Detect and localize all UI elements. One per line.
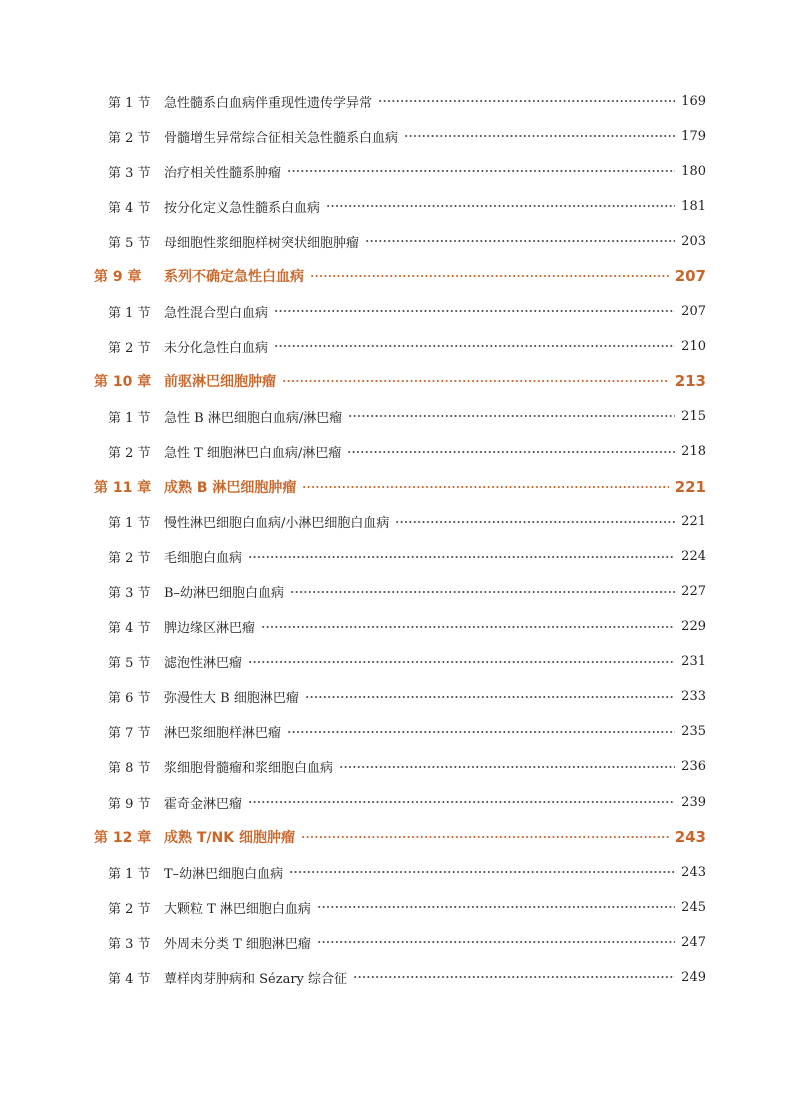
- section-number: 第 9 节: [108, 796, 151, 812]
- page-number: 231: [681, 654, 706, 670]
- section-title: 弥漫性大 B 细胞淋巴瘤: [164, 691, 299, 707]
- page-number: 233: [681, 689, 706, 705]
- toc-section-entry: [0, 615, 800, 639]
- section-title: 急性 T 细胞淋巴白血病/淋巴瘤: [164, 446, 342, 461]
- dot-leader: [261, 626, 675, 628]
- toc-section-entry: [0, 229, 800, 253]
- page-number: 239: [681, 794, 706, 810]
- page-number: 229: [681, 619, 706, 635]
- page-number: 210: [681, 338, 706, 354]
- toc-section-entry: [0, 545, 800, 569]
- section-number: 第 8 节: [108, 761, 151, 777]
- chapter-title: 前驱淋巴细胞肿瘤: [164, 374, 276, 391]
- toc-section-entry: [0, 650, 800, 674]
- dot-leader: [317, 941, 675, 943]
- toc-section-entry: [0, 860, 800, 884]
- page-number: 247: [681, 934, 706, 950]
- page-number: 249: [681, 969, 706, 985]
- section-number: 第 1 节: [108, 516, 151, 532]
- dot-leader: [274, 345, 675, 347]
- toc-section-entry: [0, 89, 800, 113]
- section-title: 急性混合型白血病: [164, 305, 269, 321]
- section-title: 霍奇金淋巴瘤: [164, 796, 243, 812]
- chapter-number: 第 11 章: [94, 479, 152, 496]
- section-number: 第 4 节: [108, 971, 151, 987]
- dot-leader: [365, 240, 675, 242]
- section-title: 治疗相关性髓系肿瘤: [164, 165, 282, 181]
- toc-chapter-entry: [0, 475, 800, 499]
- toc-section-entry: [0, 159, 800, 183]
- section-title: 脾边缘区淋巴瘤: [164, 621, 256, 637]
- toc-section-entry: [0, 965, 800, 989]
- dot-leader: [274, 310, 675, 312]
- dot-leader: [339, 766, 675, 768]
- section-number: 第 3 节: [108, 936, 151, 952]
- page-number: 213: [674, 372, 706, 391]
- page-number: 236: [681, 759, 706, 775]
- dot-leader: [287, 731, 675, 733]
- dot-leader: [353, 976, 675, 978]
- toc-section-entry: [0, 124, 800, 148]
- section-title: 未分化急性白血病: [164, 340, 269, 356]
- chapter-title: 成熟 T/NK 细胞肿瘤: [164, 830, 295, 847]
- dot-leader: [305, 696, 675, 698]
- page-number: 221: [674, 477, 706, 496]
- dot-leader: [302, 486, 668, 488]
- section-title: 滤泡性淋巴瘤: [164, 656, 243, 672]
- section-number: 第 2 节: [108, 901, 151, 917]
- page-number: 179: [681, 128, 706, 144]
- toc-section-entry: [0, 334, 800, 358]
- section-number: 第 5 节: [108, 656, 151, 672]
- section-title: 浆细胞骨髓瘤和浆细胞白血病: [164, 761, 334, 777]
- toc-section-entry: [0, 580, 800, 604]
- dot-leader: [289, 871, 675, 873]
- page-number: 215: [681, 408, 706, 424]
- dot-leader: [317, 906, 675, 908]
- page-number: 207: [674, 267, 706, 286]
- dot-leader: [248, 661, 675, 663]
- page-number: 243: [681, 864, 706, 880]
- toc-section-entry: [0, 720, 800, 744]
- dot-leader: [326, 205, 675, 207]
- page-number: 218: [681, 444, 706, 459]
- chapter-title: 系列不确定急性白血病: [164, 269, 304, 286]
- section-title: 按分化定义急性髓系白血病: [164, 200, 321, 216]
- section-number: 第 2 节: [108, 446, 151, 461]
- toc-section-entry: [0, 299, 800, 323]
- section-title: 大颗粒 T 淋巴细胞白血病: [164, 901, 311, 917]
- section-title: 毛细胞白血病: [164, 551, 243, 567]
- toc-section-entry: [0, 440, 800, 464]
- section-title: 急性髓系白血病伴重现性遗传学异常: [164, 95, 373, 111]
- dot-leader: [301, 836, 669, 838]
- page-number: 227: [681, 584, 706, 600]
- toc-section-entry: [0, 895, 800, 919]
- page-number: 243: [674, 828, 706, 847]
- section-title: 外周未分类 T 细胞淋巴瘤: [164, 936, 311, 952]
- section-title: 母细胞性浆细胞样树突状细胞肿瘤: [164, 235, 360, 251]
- page-number: 224: [681, 549, 706, 565]
- toc-section-entry: [0, 930, 800, 954]
- toc-chapter-entry: [0, 825, 800, 849]
- toc-section-entry: [0, 404, 800, 428]
- section-number: 第 1 节: [108, 305, 151, 321]
- toc-section-entry: [0, 194, 800, 218]
- section-number: 第 2 节: [108, 340, 151, 356]
- chapter-number: 第 9 章: [94, 269, 142, 286]
- toc-section-entry: [0, 685, 800, 709]
- section-title: B–幼淋巴细胞白血病: [164, 586, 285, 602]
- chapter-number: 第 10 章: [94, 374, 152, 391]
- dot-leader: [395, 521, 675, 523]
- page-number: 169: [681, 93, 706, 109]
- section-number: 第 3 节: [108, 586, 151, 602]
- dot-leader: [347, 451, 675, 453]
- section-number: 第 5 节: [108, 235, 151, 251]
- toc-section-entry: [0, 510, 800, 534]
- section-number: 第 2 节: [108, 551, 151, 567]
- page-number: 207: [681, 303, 706, 319]
- page-number: 245: [681, 899, 706, 915]
- section-number: 第 4 节: [108, 200, 151, 216]
- section-title: 骨髓增生异常综合征相关急性髓系白血病: [164, 130, 399, 146]
- section-number: 第 2 节: [108, 130, 151, 146]
- dot-leader: [248, 801, 675, 803]
- dot-leader: [248, 556, 675, 558]
- toc-section-entry: [0, 790, 800, 814]
- section-title: 慢性淋巴细胞白血病/小淋巴细胞白血病: [164, 516, 390, 532]
- section-number: 第 7 节: [108, 726, 151, 742]
- section-number: 第 6 节: [108, 691, 151, 707]
- dot-leader: [287, 170, 675, 172]
- chapter-number: 第 12 章: [94, 830, 152, 847]
- section-number: 第 1 节: [108, 95, 151, 111]
- section-number: 第 3 节: [108, 165, 151, 181]
- dot-leader: [378, 100, 675, 102]
- page-number: 221: [681, 514, 706, 530]
- toc-chapter-entry: [0, 369, 800, 393]
- page-number: 235: [681, 724, 706, 740]
- section-number: 第 1 节: [108, 410, 151, 426]
- section-number: 第 1 节: [108, 866, 151, 882]
- page-number: 180: [681, 163, 706, 179]
- section-number: 第 4 节: [108, 621, 151, 637]
- toc-section-entry: [0, 755, 800, 779]
- toc-chapter-entry: [0, 264, 800, 288]
- dot-leader: [348, 415, 675, 417]
- page-number: 203: [681, 233, 706, 249]
- section-title: 急性 B 淋巴细胞白血病/淋巴瘤: [164, 410, 343, 426]
- page-number: 181: [681, 198, 706, 214]
- section-title: 淋巴浆细胞样淋巴瘤: [164, 726, 282, 742]
- section-title: T–幼淋巴细胞白血病: [164, 866, 284, 882]
- dot-leader: [282, 380, 669, 382]
- section-title: 蕈样肉芽肿病和 Sézary 综合征: [164, 971, 348, 987]
- dot-leader: [404, 135, 675, 137]
- dot-leader: [310, 275, 669, 277]
- chapter-title: 成熟 B 淋巴细胞肿瘤: [164, 479, 297, 496]
- dot-leader: [290, 591, 675, 593]
